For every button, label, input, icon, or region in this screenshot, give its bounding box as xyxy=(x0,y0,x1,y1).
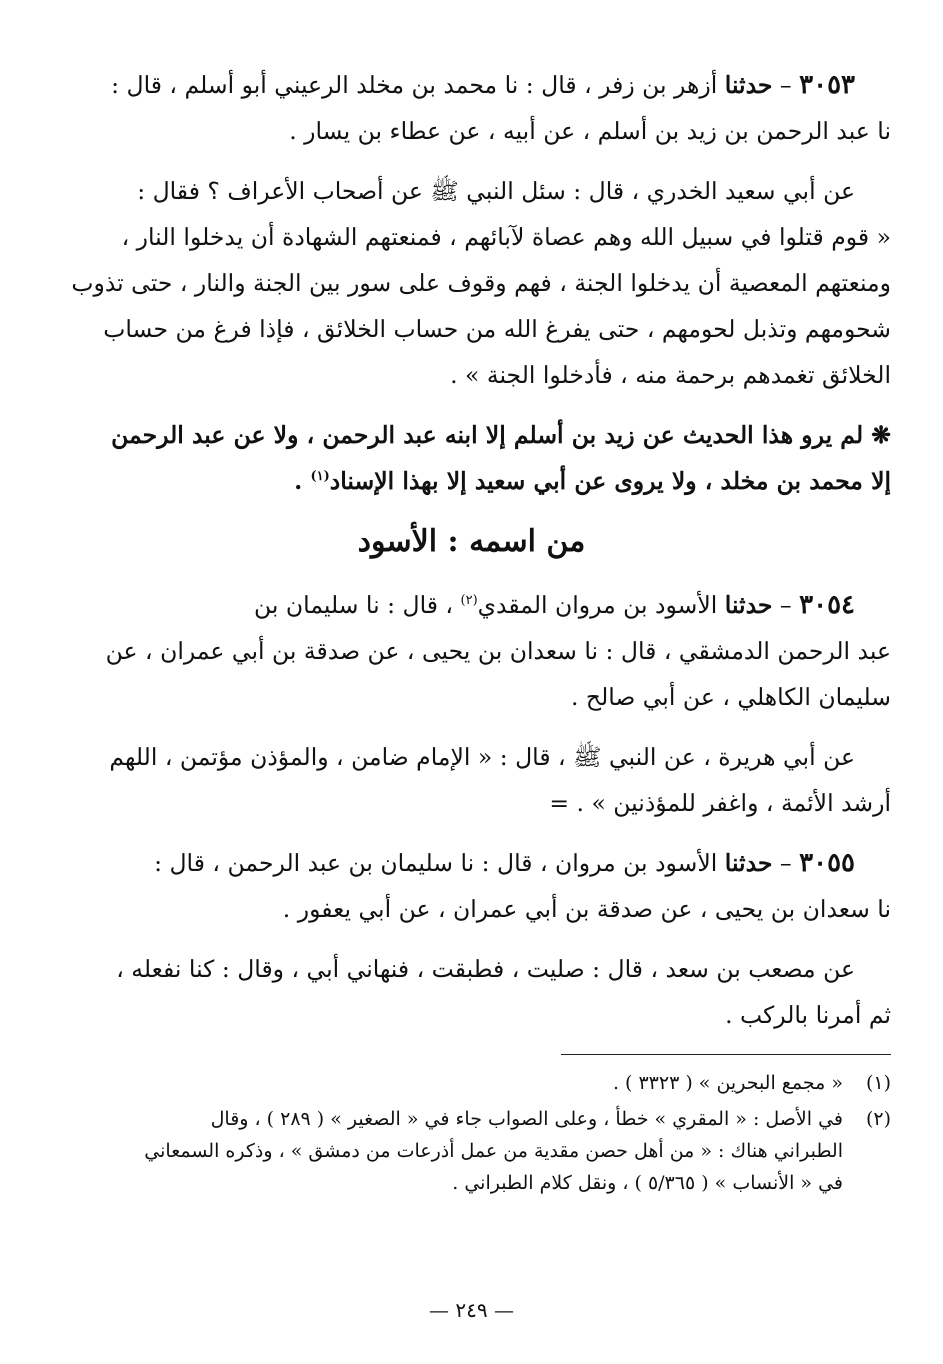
hadith-3054-matn: عن أبي هريرة ، عن النبي ﷺ ، قال : « الإمام ضامن ، والمؤذن مؤتمن ، اللهم أرشد الأئمة ، واغفر للمؤذنين » . = xyxy=(109,743,891,817)
footnote-separator xyxy=(561,1054,891,1055)
haddathana: حدثنا xyxy=(724,71,773,99)
hadith-number: ٣٠٥٤ xyxy=(799,590,855,620)
hadith-3053-note: ❋ لم يرو هذا الحديث عن زيد بن أسلم إلا ابنه عبد الرحمن ، ولا عن عبد الرحمن إلا محمد بن مخلد ، ولا يروى عن أبي سعيد إلا بهذا الإسناد$^{(١)}$ . xyxy=(111,421,891,495)
footnote-ref-2[interactable]: (٢) xyxy=(460,593,478,609)
hadith-3053-line-1: ٣٠٥٣ – حدثنا أزهر بن زفر ، قال : نا محمد بن مخلد الرعيني أبو أسلم ، قال : xyxy=(111,70,855,100)
hadith-3055-isnad: ٣٠٥٥ – حدثنا الأسود بن مروان ، قال : نا سليمان بن عبد الرحمن ، قال : نا سعدان بن يحيى ، عن صدقة بن أبي عمران ، عن أبي يعفور . xyxy=(154,848,891,923)
hadith-3054-isnad: ٣٠٥٤ – حدثنا الأسود بن مروان المقدي$^{(٢)}$ ، قال : نا سليمان بن عبد الرحمن الدمشقي ، قال : نا سعدان بن يحيى ، عن صدقة بن أبي عمران ، عن سليمان الكاهلي ، عن أبي صالح . xyxy=(105,590,891,711)
haddathana: حدثنا xyxy=(724,849,773,877)
section-heading: من اسمه : الأسود xyxy=(357,524,586,559)
star-icon: ❋ xyxy=(871,421,891,449)
footnote-mark: (١) xyxy=(865,1072,891,1094)
footnote-2: (٢) في الأصل : « المقري » خطأ ، وعلى الصواب جاء في « الصغير » ( ٢٨٩ ) ، وقال الطبراني هناك : « من أهل حصن مقدية من عمل أذرعات من دمشق » ، وذكره السمعاني في « الأنساب » ( ٥/٣٦٥ ) ، ونقل كلام الطبراني . xyxy=(52,1103,891,1199)
hadith-number: ٣٠٥٣ xyxy=(799,70,855,100)
footnote-mark: (٢) xyxy=(865,1108,891,1130)
hadith-3053-line-2: نا عبد الرحمن بن زيد بن أسلم ، عن أبيه ، عن عطاء بن يسار . xyxy=(289,117,891,145)
hadith-3053-matn: عن أبي سعيد الخدري ، قال : سئل النبي ﷺ عن أصحاب الأعراف ؟ فقال : « قوم قتلوا في سبيل الله وهم عصاة لآبائهم ، فمنعتهم الشهادة أن يدخلوا النار ، ومنعتهم المعصية أن يدخلوا الجنة ، فهم وقوف على سور بين الجنة والنار ، حتى تذوب شحومهم وتذبل لحومهم ، حتى يفرغ الله من حساب الخلائق ، فإذا فرغ من حساب الخلائق تغمدهم برحمة منه ، فأدخلوا الجنة » . xyxy=(71,177,891,389)
hadith-3053-isnad xyxy=(52,62,891,154)
page-number: — ٢٤٩ — xyxy=(429,1298,514,1322)
footnote-ref-1[interactable]: (١) xyxy=(310,469,330,485)
footnote-1: (١) « مجمع البحرين » ( ٣٣٢٣ ) . xyxy=(52,1067,891,1099)
footnotes xyxy=(52,1067,891,1199)
haddathana: حدثنا xyxy=(724,591,773,619)
hadith-3055-matn: عن مصعب بن سعد ، قال : صليت ، فطبقت ، فنهاني أبي ، وقال : كنا نفعله ، ثم أمرنا بالركب . xyxy=(116,955,891,1029)
hadith-number: ٣٠٥٥ xyxy=(799,848,855,878)
